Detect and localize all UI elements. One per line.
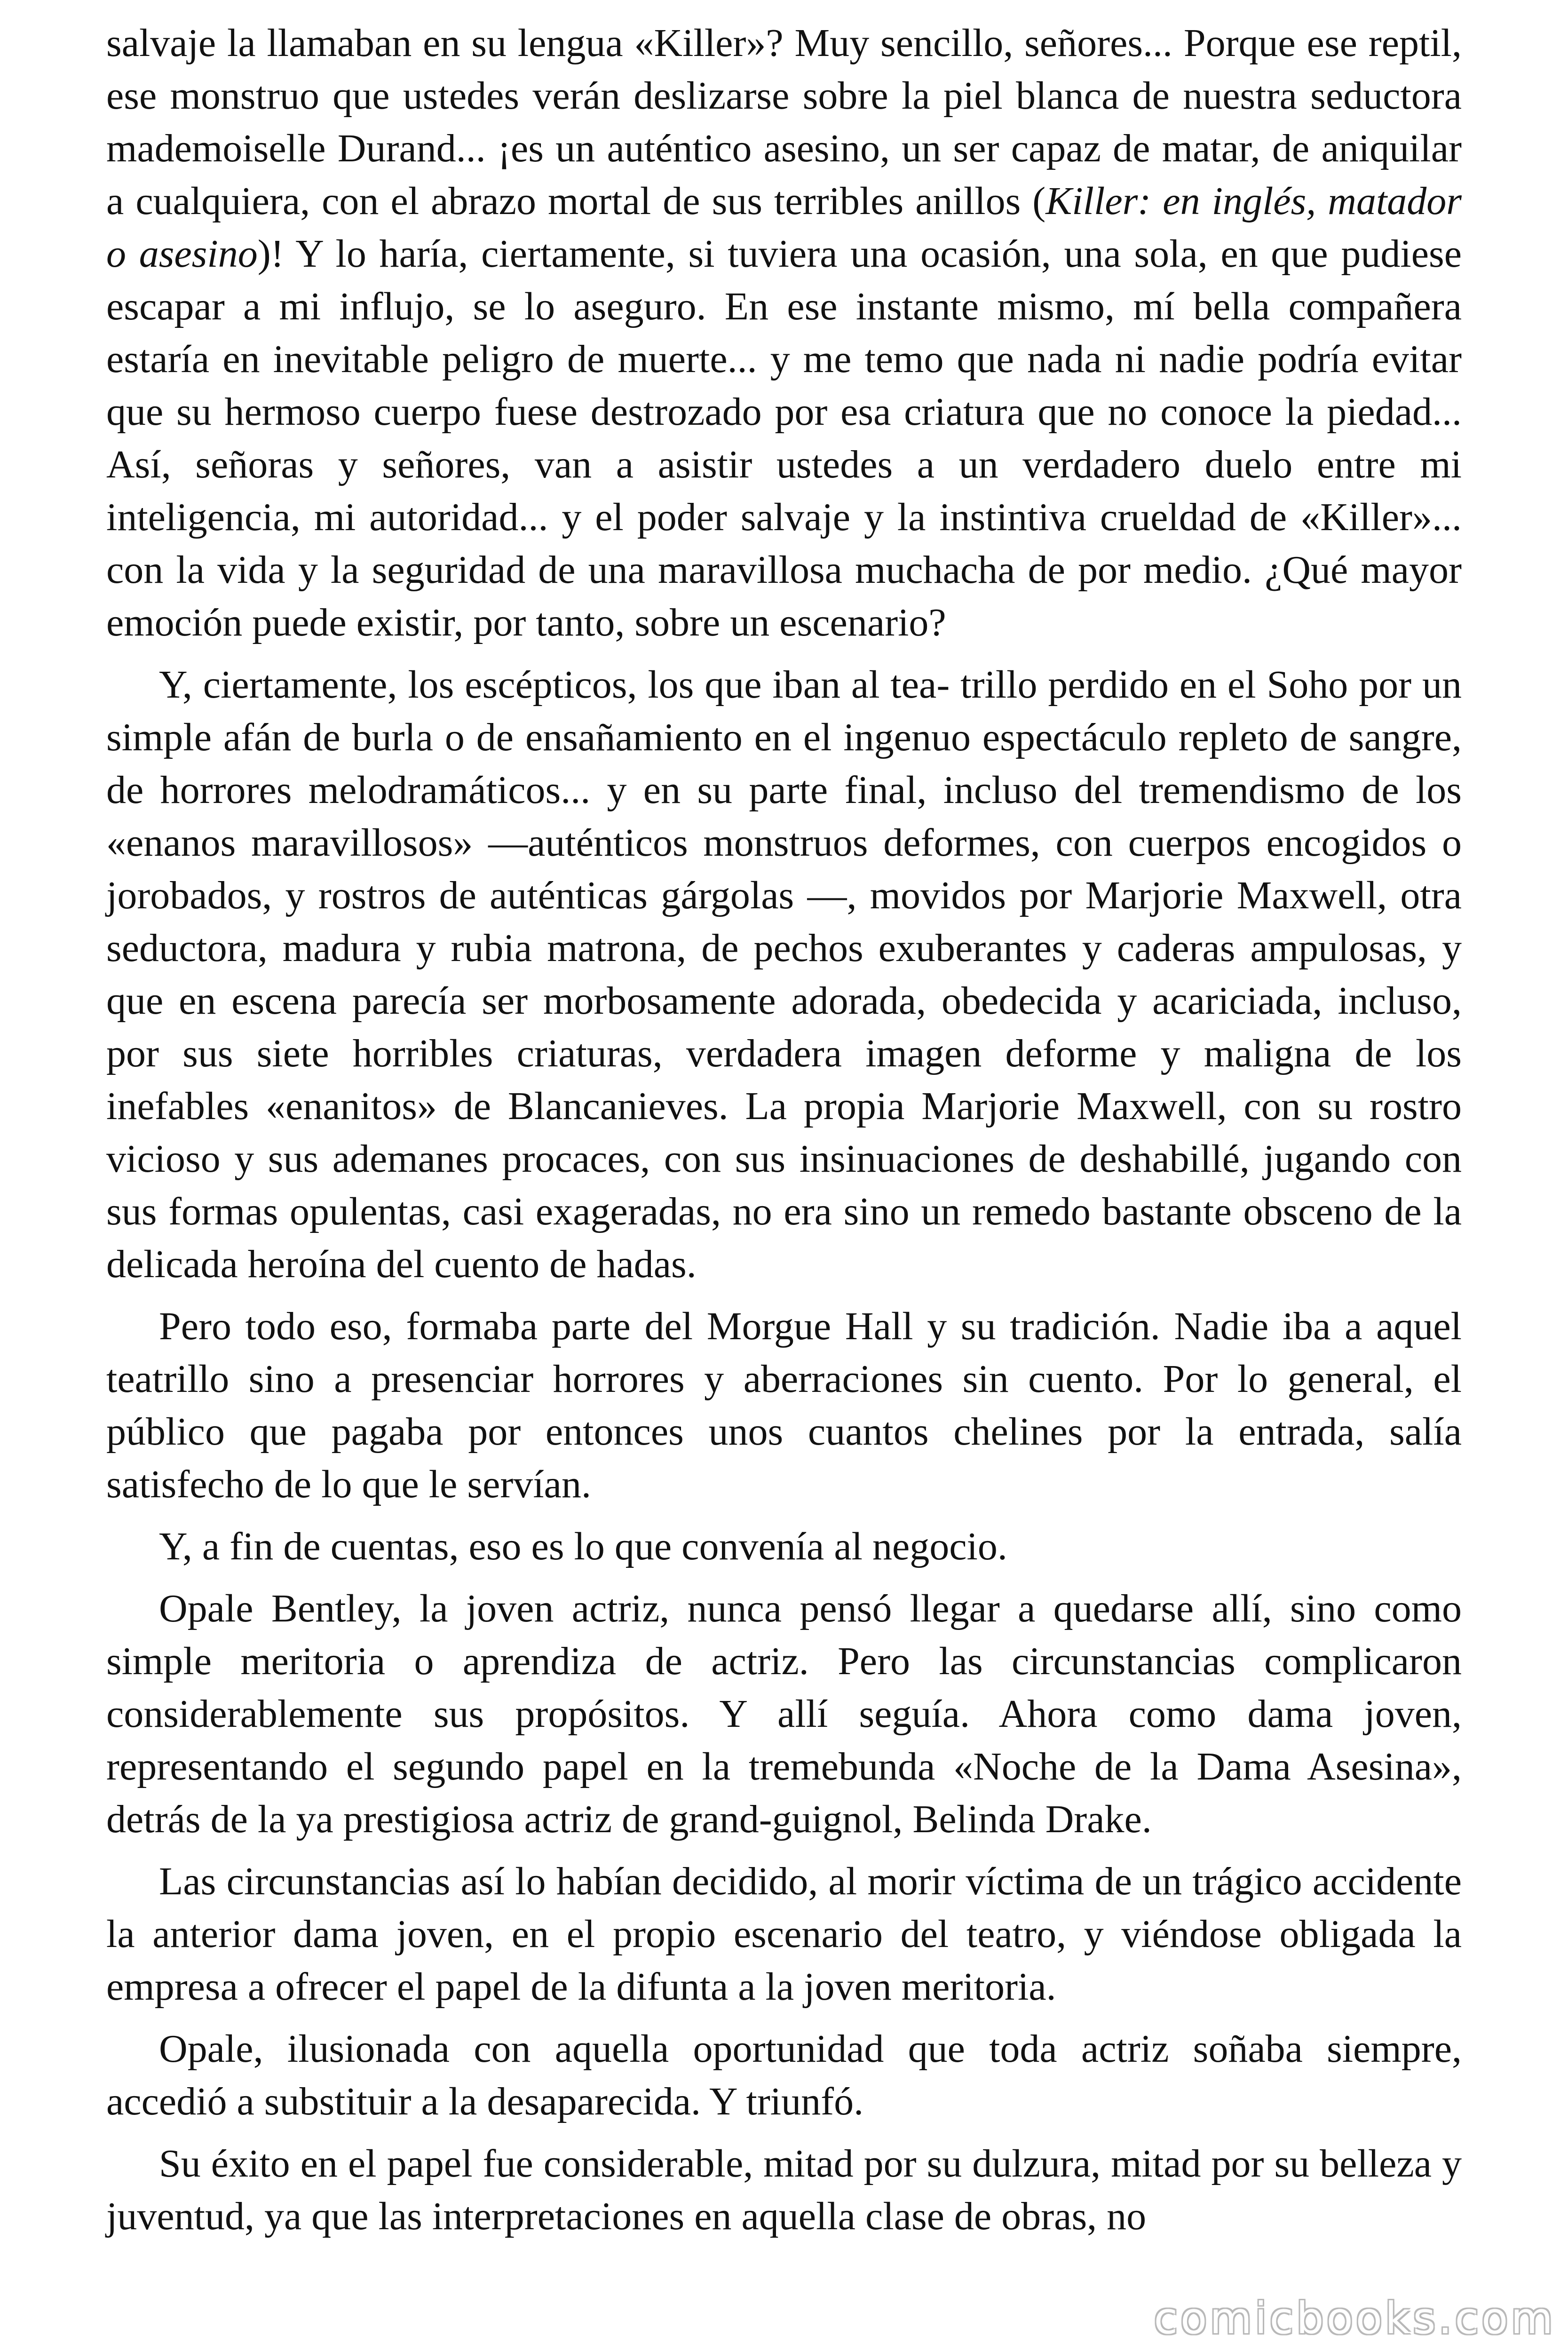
document-page: [106, 17, 1462, 2243]
paragraph-7: Opale, ilusionada con aquella oportunidad que toda actriz soñaba siempre, accedió a substituir a la desaparecida. Y triunfó.: [106, 2027, 1462, 2123]
paragraph-1-text-a: salvaje la llamaban en su lengua «Killer»? Muy sencillo, señores... Porque ese reptil, ese monstruo que ustedes verán deslizarse sobre la piel blanca de nuestra seductora mademoiselle Durand... ¡es un auténtico asesino, un ser capaz de matar, de aniquilar a cualquiera, con el abrazo mortal de sus terribles anillos (: [106, 21, 1462, 223]
paragraph-2: Y, ciertamente, los escépticos, los que iban al tea- trillo perdido en el Soho por un simple afán de burla o de ensañamiento en el ingenuo espectáculo repleto de sangre, de horrores melodramáticos... y en su parte final, incluso del tremendismo de los «enanos maravillosos» —auténticos monstruos deformes, con cuerpos encogidos o jorobados, y rostros de auténticas gárgolas —, movidos por Marjorie Maxwell, otra seductora, madura y rubia matrona, de pechos exuberantes y caderas ampulosas, y que en escena parecía ser morbosamente adorada, obedecida y acariciada, incluso, por sus siete horribles criaturas, verdadera imagen deforme y maligna de los inefables «enanitos» de Blancanieves. La propia Marjorie Maxwell, con su rostro vicioso y sus ademanes procaces, con sus insinuaciones de deshabillé, jugando con sus formas opulentas, casi exageradas, no era sino un remedo bastante obsceno de la delicada heroína del cuento de hadas.: [106, 663, 1462, 1286]
paragraph-1-text-b: )! Y lo haría, ciertamente, si tuviera una ocasión, una sola, en que pudiese escapar a mi influjo, se lo aseguro. En ese instante mismo, mí bella compañera estaría en inevitable peligro de muerte... y me temo que nada ni nadie podría evitar que su hermoso cuerpo fuese destrozado por esa criatura que no conoce la piedad... Así, señoras y señores, van a asistir ustedes a un verdadero duelo entre mi inteligencia, mi autoridad... y el poder salvaje y la instintiva crueldad de «Killer»... con la vida y la seguridad de una maravillosa muchacha de por medio. ¿Qué mayor emoción puede existir, por tanto, sobre un escenario?: [106, 232, 1462, 644]
watermark: comicbooks.com: [1154, 2293, 1556, 2344]
paragraph-1: [106, 17, 1462, 649]
paragraph-1-italic: Killer: en inglés, matador o asesino: [106, 179, 1462, 276]
paragraph-6: Las circunstancias así lo habían decidido, al morir víctima de un trágico accidente la anterior dama joven, en el propio escenario del teatro, y viéndose obligada la empresa a ofrecer el papel de la difunta a la joven meritoria.: [106, 1859, 1462, 2009]
paragraph-8: Su éxito en el papel fue considerable, mitad por su dulzura, mitad por su belleza y juventud, ya que las interpretaciones en aquella clase de obras, no: [106, 2142, 1462, 2238]
paragraph-4: Y, a fin de cuentas, eso es lo que convenía al negocio.: [159, 1525, 1007, 1568]
paragraph-5: Opale Bentley, la joven actriz, nunca pensó llegar a quedarse allí, sino como simple meritoria o aprendiza de actriz. Pero las circunstancias complicaron considerablemente sus propósitos. Y allí seguía. Ahora como dama joven, representando el segundo papel en la tremebunda «Noche de la Dama Asesina», detrás de la ya prestigiosa actriz de grand-guignol, Belinda Drake.: [106, 1587, 1462, 1841]
paragraph-3: Pero todo eso, formaba parte del Morgue Hall y su tradición. Nadie iba a aquel teatrillo sino a presenciar horrores y aberraciones sin cuento. Por lo general, el público que pagaba por entonces unos cuantos chelines por la entrada, salía satisfecho de lo que le servían.: [106, 1304, 1462, 1506]
